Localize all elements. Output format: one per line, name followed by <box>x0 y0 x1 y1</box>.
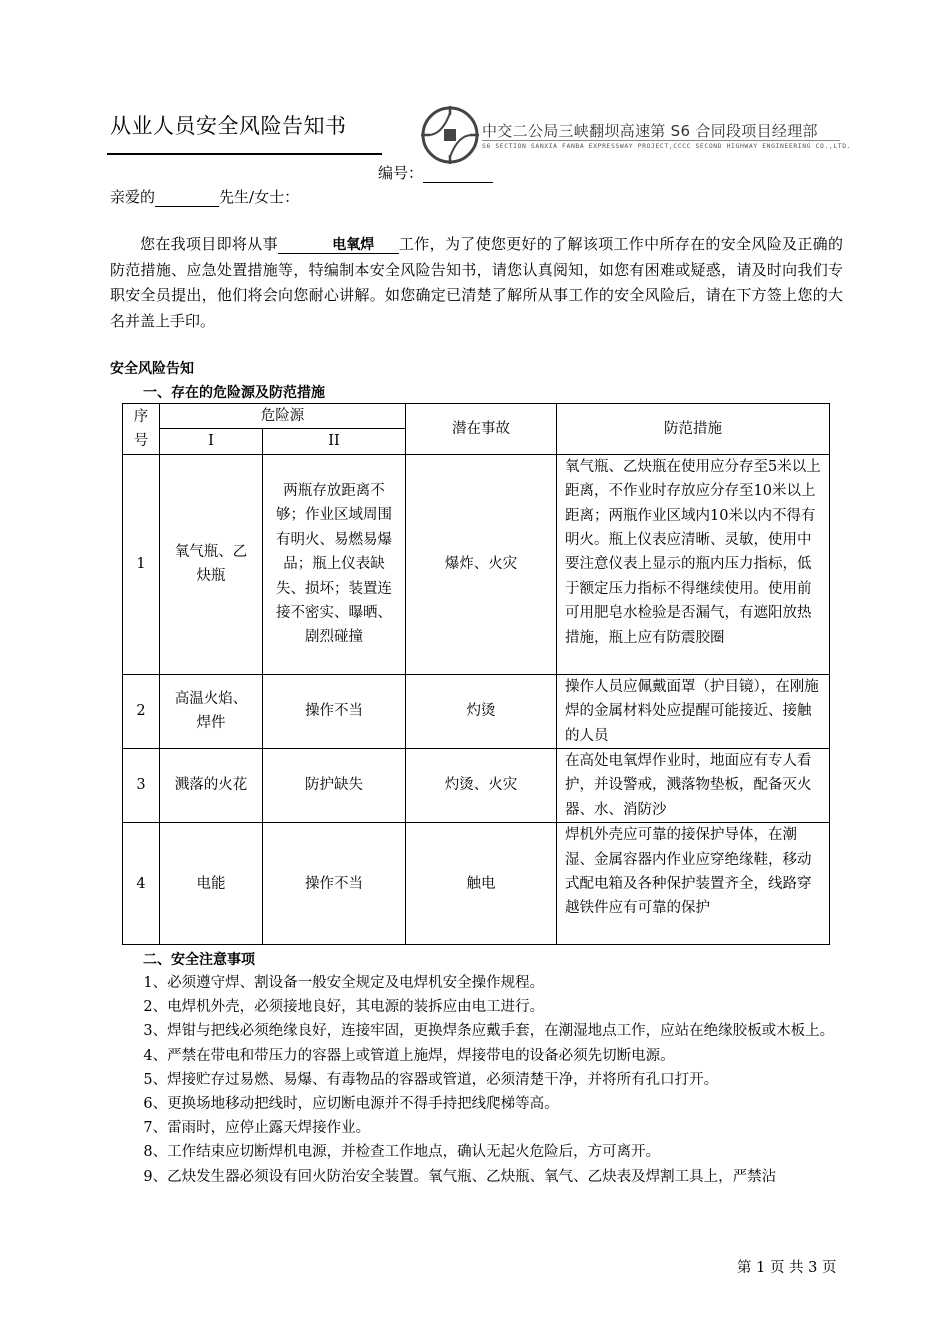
safety-notes <box>110 971 843 1189</box>
greeting <box>110 186 299 207</box>
row-hazard-2: 操作不当 <box>263 674 406 748</box>
logo-divider <box>482 140 840 141</box>
header-seq: 序号 <box>123 404 160 455</box>
header-measures: 防范措施 <box>557 404 830 455</box>
page-number: 第 1 页 共 3 页 <box>737 1260 837 1276</box>
table-row <box>123 823 830 945</box>
note-item: 2、电焊机外壳，必须接地良好，其电源的装拆应由电工进行。 <box>143 999 545 1016</box>
row-accident: 灼烫 <box>406 674 557 748</box>
note-item: 6、更换场地移动把线时，应切断电源并不得手持把线爬梯等高。 <box>143 1096 559 1113</box>
row-accident: 触电 <box>406 823 557 945</box>
section2-title: 二、安全注意事项 <box>143 952 255 968</box>
serial-number <box>378 162 493 183</box>
title-underline <box>107 153 382 155</box>
header-hazard: 危险源 <box>160 404 406 429</box>
row-seq: 4 <box>123 823 160 945</box>
note-item: 7、雷雨时，应停止露天焊接作业。 <box>143 1120 371 1137</box>
row-seq: 2 <box>123 674 160 748</box>
header-accident: 潜在事故 <box>406 404 557 455</box>
greeting-prefix: 亲爱的 <box>110 188 156 206</box>
row-measures: 焊机外壳应可靠的接保护导体，在潮湿、金属容器内作业应穿绝缘鞋，移动式配电箱及各种保护装置齐全，线路穿越铁件应有可靠的保护 <box>557 823 830 945</box>
company-name: 中交二公局三峡翻坝高速第 S6 合同段项目经理部 <box>482 122 818 140</box>
document-title: 从业人员安全风险告知书 <box>110 114 347 138</box>
name-blank <box>155 189 219 207</box>
table-row <box>123 674 830 748</box>
note-item: 5、焊接贮存过易燃、易爆、有毒物品的容器或管道，必须清楚干净，并将所有孔口打开。 <box>143 1071 719 1088</box>
row-hazard-1: 溅落的火花 <box>160 749 263 823</box>
row-hazard-1: 高温火焰、焊件 <box>160 674 263 748</box>
hazard-table <box>122 403 830 945</box>
note-item: 1、必须遵守焊、割设备一般安全规定及电焊机安全操作规程。 <box>143 975 545 991</box>
row-hazard-1: 氧气瓶、乙炔瓶 <box>160 454 263 674</box>
section1-title: 一、存在的危险源及防范措施 <box>143 385 325 401</box>
note-item: 4、严禁在带电和带压力的容器上或管道上施焊，焊接带电的设备必须先切断电源。 <box>143 1047 675 1064</box>
row-hazard-2: 两瓶存放距离不够；作业区域周围有明火、易燃易爆品；瓶上仪表缺失、损坏；装置连接不密实、曝晒、剧烈碰撞 <box>263 454 406 674</box>
note-item: 9、乙炔发生器必须设有回火防治安全装置。氧气瓶、乙炔瓶、氧气、乙炔表及焊割工具上，严禁沾 <box>143 1168 777 1185</box>
row-accident: 爆炸、火灾 <box>406 454 557 674</box>
row-seq: 1 <box>123 454 160 674</box>
serial-blank <box>423 165 493 183</box>
header-hazard-1: I <box>160 429 263 454</box>
row-hazard-2: 防护缺失 <box>263 749 406 823</box>
intro-after-job: 工作，为了使您更好的了解该项工作中所存在的安全风险及正确的防范措施、应急处置措施等，特编制本安全风险告知书，请您认真阅知，如您有困难或疑惑，请及时向我们专职安全员提出，他们将会向您耐心讲解。如您确定已清楚了解所从事工作的安全风险后，请在下方签上您的大名并盖上手印。 <box>110 235 843 330</box>
company-name-english: S6 SECTION SANXIA FANBA EXPRESSWAY PROJECT,CCCC SECOND HIGHWAY ENGINEERING CO.,LTD. <box>482 142 852 150</box>
row-accident: 灼烫、火灾 <box>406 749 557 823</box>
note-item: 3、焊钳与把线必须绝缘良好，连接牢固，更换焊条应戴手套，在潮湿地点工作，应站在绝缘胶板或木板上。 <box>143 1023 835 1040</box>
header-hazard-2: II <box>263 429 406 454</box>
row-measures: 氧气瓶、乙炔瓶在使用应分存至5米以上距离，不作业时存放应分存至10米以上距离；两瓶作业区域内10米以内不得有明火。瓶上仪表应清晰、灵敏，使用中要注意仪表上显示的瓶内压力指标，低于额定压力指标不得继续使用。使用前可用肥皂水检验是否漏气，有遮阳放热措施，瓶上应有防震胶圈 <box>557 454 830 674</box>
row-measures: 在高处电氧焊作业时，地面应有专人看护，并设警戒，溅落物垫板，配备灭火器、水、消防沙 <box>557 749 830 823</box>
job-name <box>278 237 399 254</box>
row-hazard-2: 操作不当 <box>263 823 406 945</box>
risk-section-title: 安全风险告知 <box>110 361 194 377</box>
serial-label: 编号： <box>378 164 424 182</box>
row-seq: 3 <box>123 749 160 823</box>
row-measures: 操作人员应佩戴面罩（护目镜），在刚施焊的金属材料处应提醒可能接近、接触的人员 <box>557 674 830 748</box>
row-hazard-1: 电能 <box>160 823 263 945</box>
greeting-suffix: 先生/女士： <box>219 188 300 206</box>
company-logo-icon <box>420 103 480 165</box>
intro-before-job: 您在我项目即将从事 <box>140 235 278 253</box>
intro-paragraph <box>110 232 843 334</box>
note-item: 8、工作结束应切断焊机电源，并检查工作地点，确认无起火危险后，方可离开。 <box>143 1144 661 1161</box>
job-name-text: 电氧焊 <box>332 237 375 253</box>
table-row <box>123 749 830 823</box>
table-row <box>123 454 830 674</box>
